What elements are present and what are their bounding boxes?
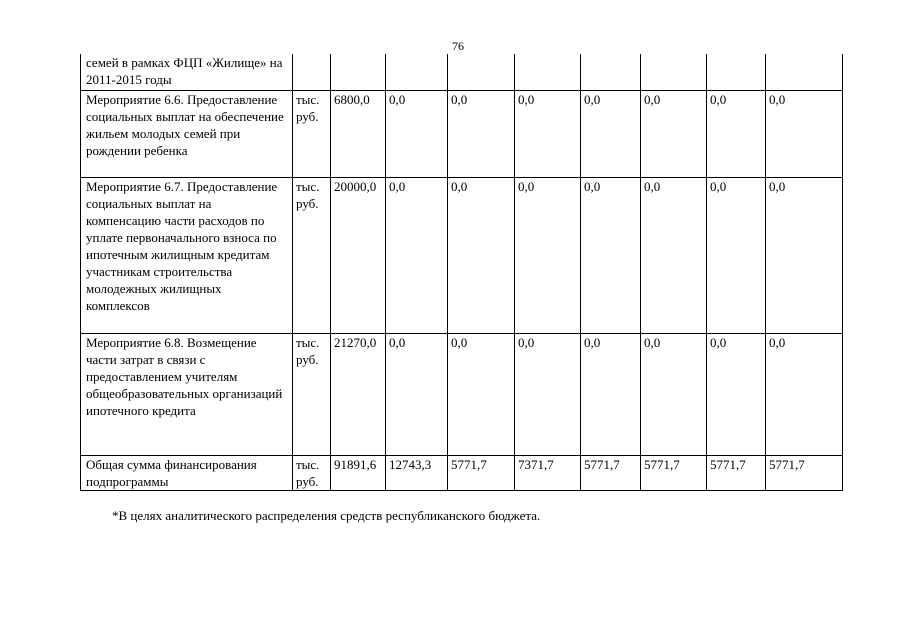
table-row (81, 54, 843, 90)
row-value: 6800,0 (331, 90, 386, 177)
row-value: 0,0 (766, 177, 843, 333)
row-unit: тыс. руб. (293, 177, 331, 333)
row-value (581, 54, 641, 90)
row-value: 0,0 (515, 90, 581, 177)
row-value: 0,0 (707, 333, 766, 455)
row-value: 0,0 (581, 90, 641, 177)
row-value: 5771,7 (707, 455, 766, 490)
row-value: 0,0 (581, 333, 641, 455)
row-value: 0,0 (641, 90, 707, 177)
row-value: 0,0 (448, 90, 515, 177)
row-value (515, 54, 581, 90)
row-value: 91891,6 (331, 455, 386, 490)
page-number: 76 (452, 39, 464, 53)
row-value (766, 54, 843, 90)
row-value: 0,0 (386, 177, 448, 333)
row-value: 0,0 (581, 177, 641, 333)
row-name: Мероприятие 6.6. Предоставление социальных выплат на обеспечение жильем молодых семей при рождении ребенка (81, 90, 293, 177)
row-value: 0,0 (515, 177, 581, 333)
row-value: 0,0 (448, 333, 515, 455)
row-value: 5771,7 (581, 455, 641, 490)
row-unit: тыс. руб. (293, 90, 331, 177)
row-value: 0,0 (641, 177, 707, 333)
row-value (331, 54, 386, 90)
table-row (81, 90, 843, 177)
row-value: 5771,7 (448, 455, 515, 490)
row-value: 20000,0 (331, 177, 386, 333)
row-value: 0,0 (766, 90, 843, 177)
row-value: 0,0 (386, 333, 448, 455)
row-value: 21270,0 (331, 333, 386, 455)
row-value (386, 54, 448, 90)
row-name: Мероприятие 6.8. Возмещение части затрат в связи с предоставлением учителям общеобразовательных организаций ипотечного кредита (81, 333, 293, 455)
row-value: 5771,7 (641, 455, 707, 490)
row-value (707, 54, 766, 90)
row-name: Мероприятие 6.7. Предоставление социальных выплат на компенсацию части расходов по уплате первоначального взноса по ипотечным жилищным кредитам участникам строительства молодежных жилищных комплексов (81, 177, 293, 333)
row-value: 7371,7 (515, 455, 581, 490)
financing-table (80, 54, 843, 491)
row-name: семей в рамках ФЦП «Жилище» на 2011-2015 годы (81, 54, 293, 90)
footnote: *В целях аналитического распределения средств республиканского бюджета. (112, 508, 541, 523)
table-row (81, 177, 843, 333)
row-value (641, 54, 707, 90)
row-value: 5771,7 (766, 455, 843, 490)
row-name: Общая сумма финансирования подпрограммы (81, 455, 293, 490)
row-unit: тыс. руб. (293, 333, 331, 455)
row-unit (293, 54, 331, 90)
row-value: 0,0 (448, 177, 515, 333)
row-value: 0,0 (386, 90, 448, 177)
row-unit: тыс. руб. (293, 455, 331, 490)
row-value: 0,0 (641, 333, 707, 455)
row-value (448, 54, 515, 90)
row-value: 0,0 (515, 333, 581, 455)
row-value: 0,0 (707, 177, 766, 333)
table-row (81, 333, 843, 455)
row-value: 12743,3 (386, 455, 448, 490)
table-row (81, 455, 843, 490)
row-value: 0,0 (766, 333, 843, 455)
row-value: 0,0 (707, 90, 766, 177)
